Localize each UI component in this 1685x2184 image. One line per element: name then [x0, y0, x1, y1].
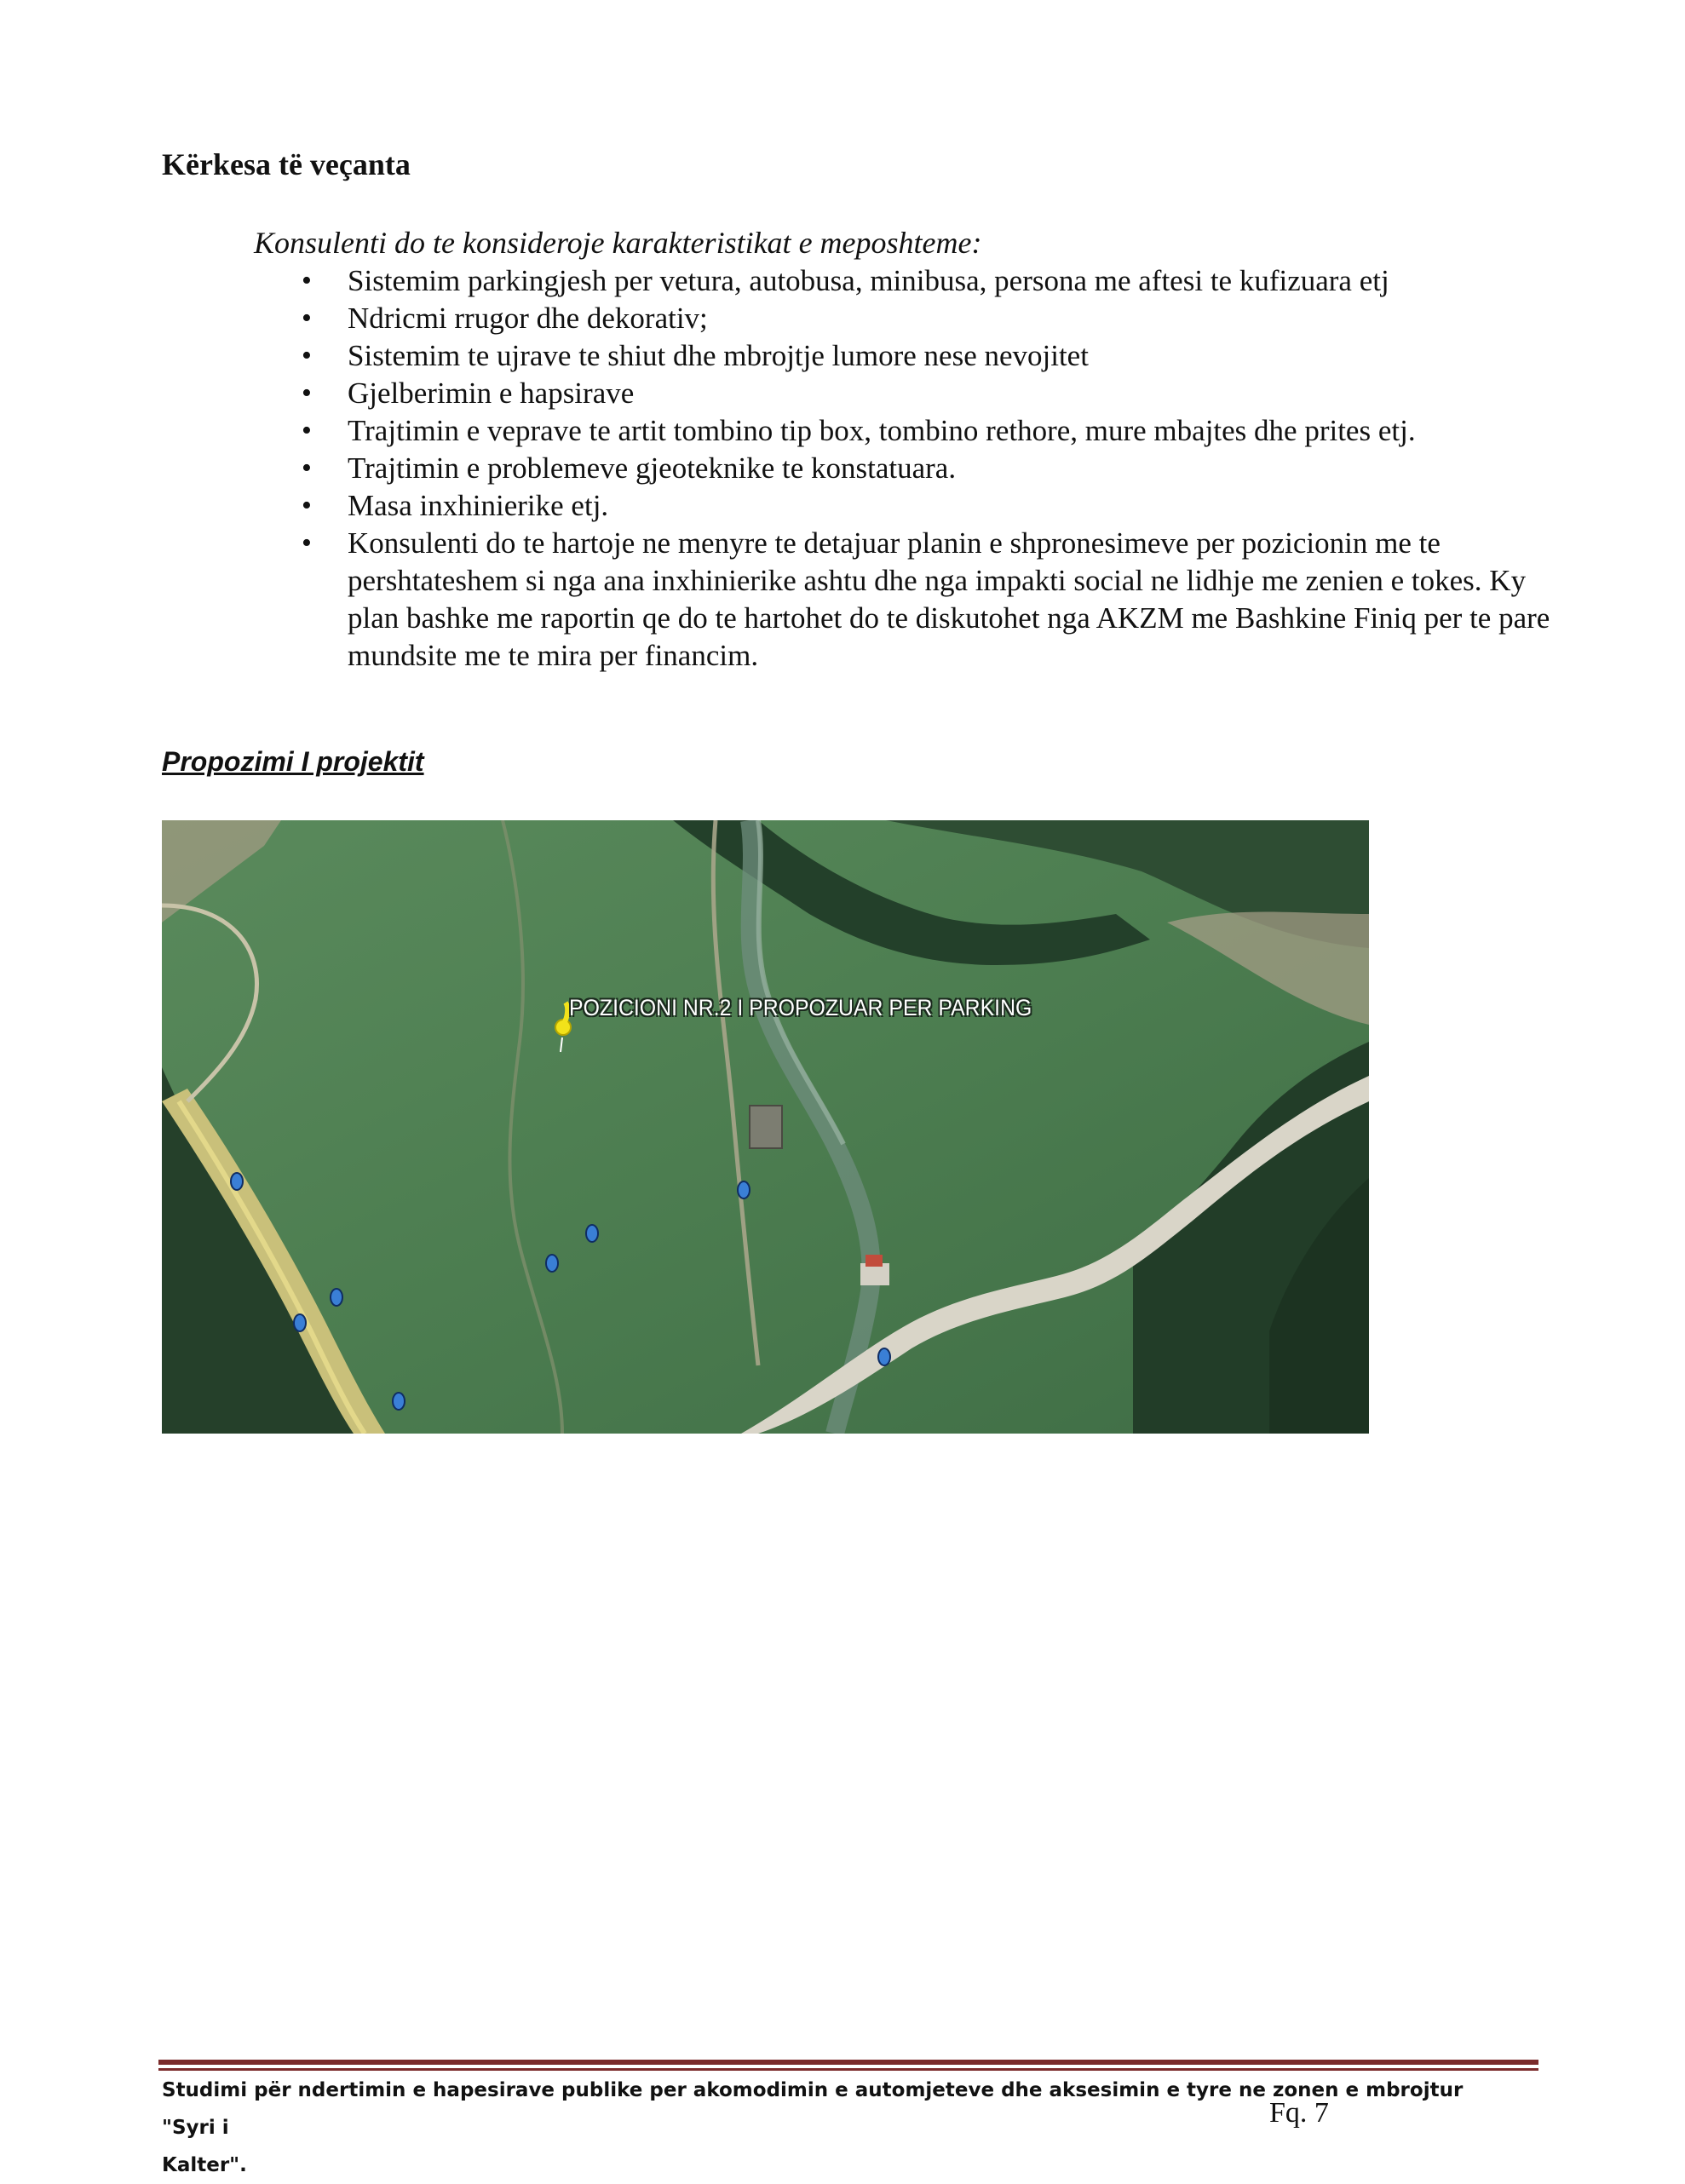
- footer-line-2: Kalter".: [162, 2154, 247, 2176]
- section-title: Kërkesa të veçanta: [162, 147, 411, 181]
- requirements-list: [298, 262, 1550, 675]
- bullet-icon: •: [302, 527, 312, 559]
- list-item: • Trajtimin e problemeve gjeoteknike te konstatuara.: [298, 450, 1550, 487]
- bullet-icon: •: [302, 302, 312, 334]
- bullet-icon: •: [302, 265, 312, 296]
- bullet-icon: •: [302, 452, 312, 484]
- list-item: • Masa inxhinierike etj.: [298, 487, 1550, 525]
- list-item: • Gjelberimin e hapsirave: [298, 375, 1550, 412]
- list-item: • Trajtimin e veprave te artit tombino tip box, tombino rethore, mure mbajtes dhe prites etj.: [298, 412, 1550, 450]
- satellite-map-image: [162, 820, 1369, 1434]
- bullet-icon: •: [302, 340, 312, 371]
- bullet-icon: •: [302, 490, 312, 521]
- map-location-label: POZICIONI NR.2 I PROPOZUAR PER PARKING: [569, 995, 1032, 1020]
- intro-text: Konsulenti do te konsideroje karakteristikat e meposhteme:: [254, 226, 982, 260]
- page-number: Fq. 7: [1269, 2097, 1329, 2129]
- project-proposal-heading: Propozimi I projektit: [162, 746, 424, 777]
- list-item: • Sistemim te ujrave te shiut dhe mbrojtje lumore nese nevojitet: [298, 337, 1550, 375]
- list-item: • Sistemim parkingjesh per vetura, autobusa, minibusa, persona me aftesi te kufizuara etj: [298, 262, 1550, 300]
- satellite-terrain: [162, 820, 1369, 1434]
- bullet-icon: •: [302, 415, 312, 446]
- list-item: • Konsulenti do te hartoje ne menyre te detajuar planin e shpronesimeve per pozicionin me te pershtateshem si nga ana inxhinierike ashtu dhe nga impakti social ne lidhje me zenien e tokes. Ky plan bashke me raportin qe do te hartohet do te diskutohet nga AKZM me Bashkine Finiq per te pare mundsite me te mira per financim.: [298, 525, 1550, 675]
- footer-divider: [158, 2060, 1538, 2065]
- footer-line-1: Studimi për ndertimin e hapesirave publike per akomodimin e automjeteve dhe aksesimin e tyre ne zonen e mbrojtur "Syri i: [162, 2079, 1464, 2139]
- footer-divider-thin: [158, 2068, 1538, 2071]
- bullet-icon: •: [302, 377, 312, 409]
- list-item: • Ndricmi rrugor dhe dekorativ;: [298, 300, 1550, 337]
